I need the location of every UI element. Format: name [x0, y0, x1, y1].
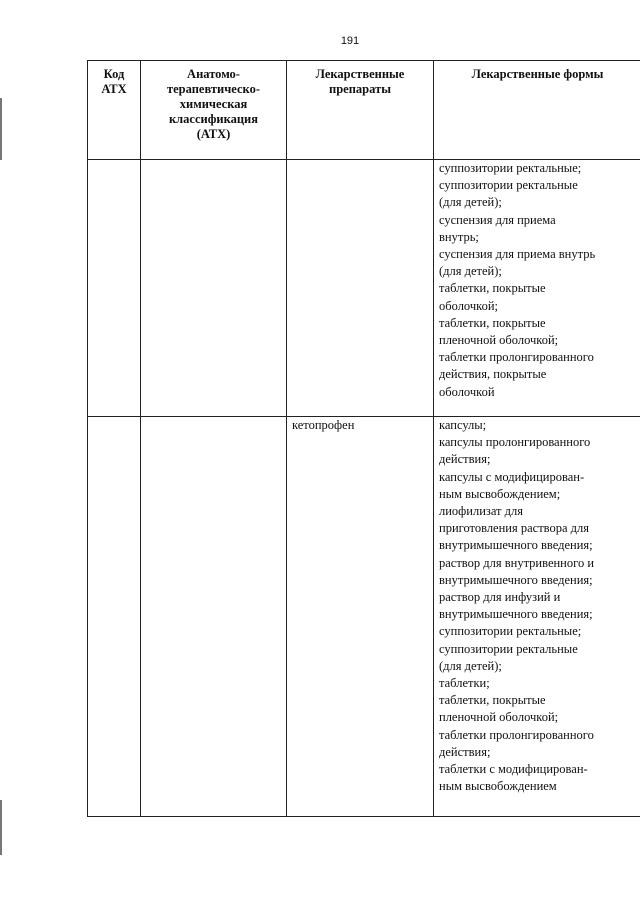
list-item: таблетки пролонгированного действия;: [439, 727, 594, 759]
list-item: лиофилизат для приготовления раствора для внутримышечного введения;: [439, 504, 593, 553]
forms-list: [434, 160, 640, 401]
list-item: таблетки пролонгированного действия, покрытые оболочкой: [439, 350, 594, 399]
list-item: капсулы;: [439, 418, 487, 432]
cell-classification: [141, 160, 287, 417]
cell-forms: [434, 417, 640, 817]
list-item: капсулы пролонгированного действия;: [439, 435, 591, 467]
list-item: раствор для инфузий и внутримышечного введения;: [439, 590, 593, 622]
list-item: суппозитории ректальные;: [439, 624, 582, 639]
cell-drug-ketoprofen: кетопрофен: [287, 417, 434, 817]
table-row: [88, 417, 640, 817]
list-item: раствор для внутривенного и внутримышечного введения;: [439, 555, 595, 587]
list-item: капсулы с модифицирован- ным высвобождением;: [439, 469, 585, 501]
left-margin-mark-top: [0, 98, 2, 160]
header-classification: Анатомо- терапевтическо- химическая классификация (АТХ): [141, 61, 287, 160]
drug-forms-table: [87, 60, 640, 817]
table-row: [88, 160, 640, 417]
list-item: суппозитории ректальные;: [439, 161, 582, 175]
cell-forms: [434, 160, 640, 417]
list-item: суппозитории ректальные (для детей);: [439, 641, 578, 673]
cell-code: [88, 160, 141, 417]
list-item: таблетки;: [439, 676, 490, 691]
left-margin-mark-bottom: [0, 800, 2, 855]
list-item: суппозитории ректальные (для детей);: [439, 178, 578, 210]
cell-code: [88, 417, 141, 817]
list-item: таблетки с модифицирован- ным высвобождением: [439, 762, 588, 794]
header-drugs: Лекарственные препараты: [287, 61, 434, 160]
list-item: суспензия для приема внутрь;: [439, 212, 556, 244]
table-header-row: [88, 61, 640, 160]
cell-classification: [141, 417, 287, 817]
list-item: таблетки, покрытые пленочной оболочкой;: [439, 693, 559, 725]
header-forms: Лекарственные формы: [434, 61, 640, 160]
page-number: 191: [340, 35, 360, 47]
forms-list: [434, 417, 640, 795]
list-item: таблетки, покрытые пленочной оболочкой;: [439, 315, 559, 348]
list-item: таблетки, покрытые оболочкой;: [439, 281, 546, 313]
cell-drug: [287, 160, 434, 417]
list-item: суспензия для приема внутрь (для детей);: [439, 247, 596, 279]
header-code: Код АТХ: [88, 61, 141, 160]
